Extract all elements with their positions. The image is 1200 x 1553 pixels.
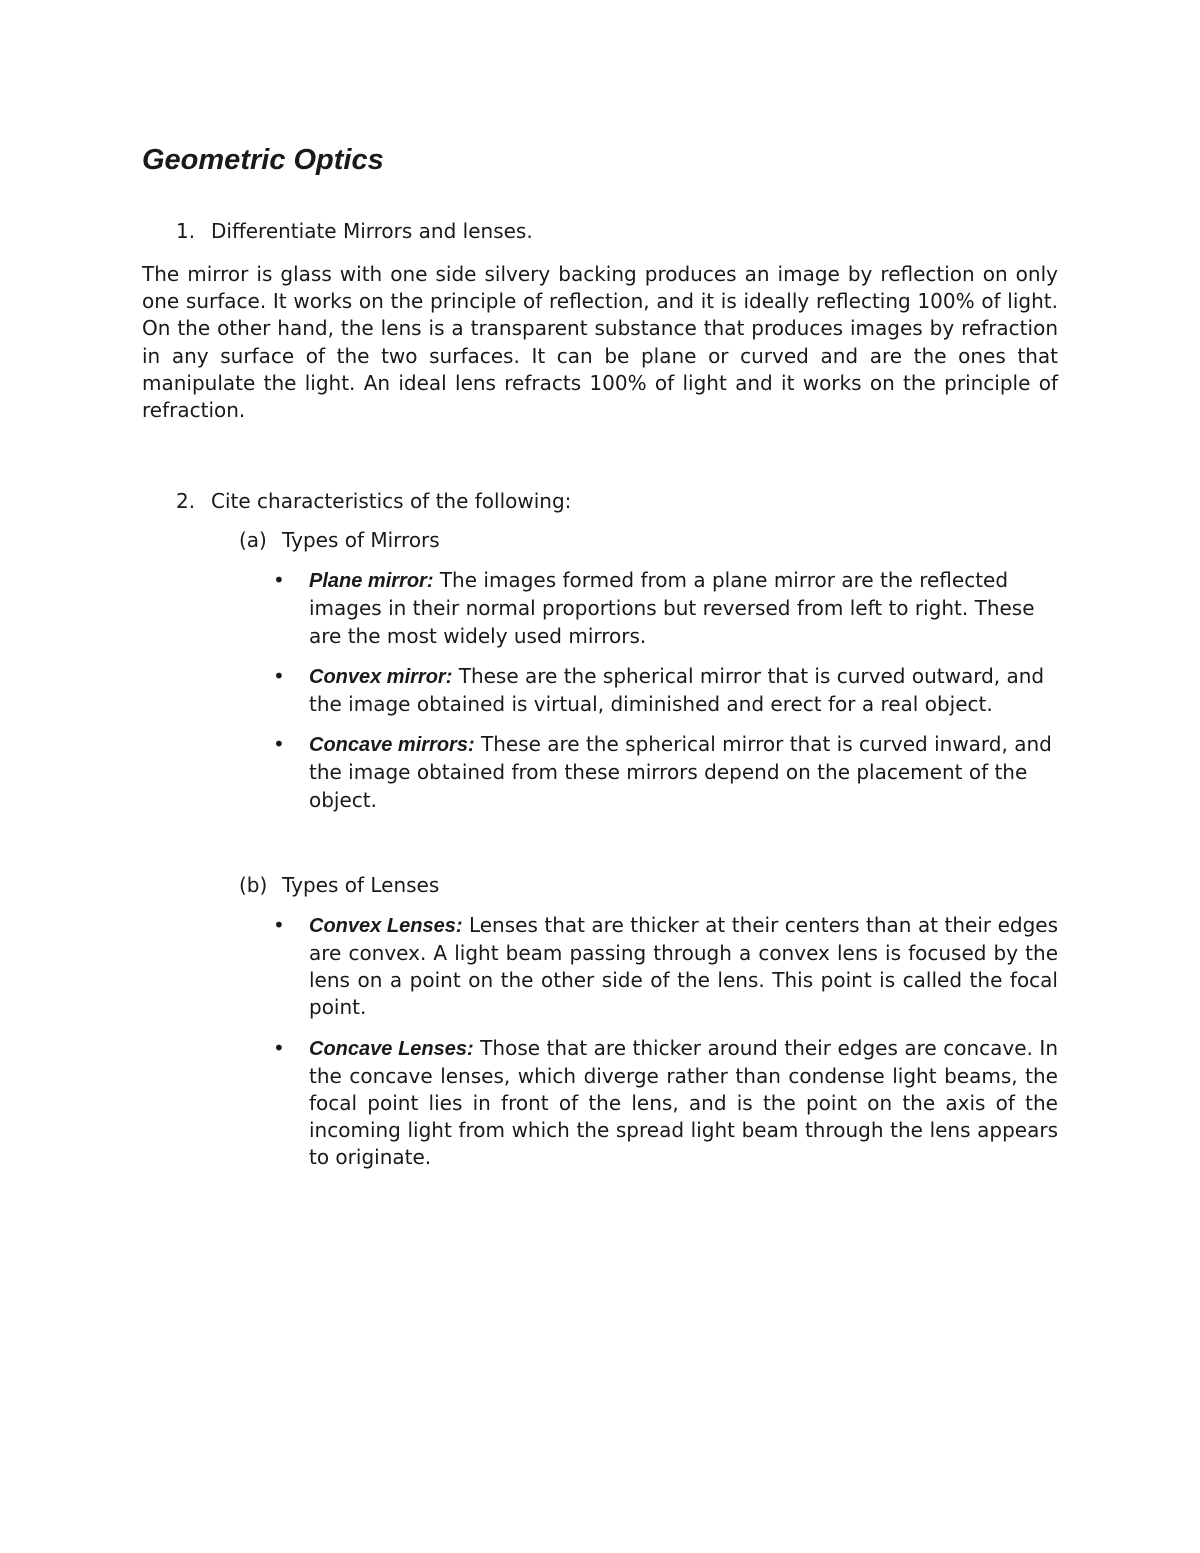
term-convex-mirror: Convex mirror: xyxy=(309,665,453,688)
question-1 xyxy=(142,218,1058,245)
page-title: Geometric Optics xyxy=(142,144,384,176)
section-a-title: Types of Mirrors xyxy=(282,528,440,553)
term-concave-lenses: Concave Lenses: xyxy=(309,1037,474,1060)
description-concave-lenses: Those that are thicker around their edges are concave. In the concave lenses, which diverge rather than condense light beams, the focal point lies in front of the lens, and is the point on the axis of the incoming light from which the spread light beam through the lens appears to originate. xyxy=(309,1035,1058,1170)
description-concave-mirrors: These are the spherical mirror that is curved inward, and the image obtained from these mirrors depend on the placement of the object. xyxy=(309,732,1052,812)
section-b-title: Types of Lenses xyxy=(282,872,440,897)
term-concave-mirrors: Concave mirrors: xyxy=(309,734,475,757)
list-item xyxy=(142,912,1058,1022)
list-item xyxy=(142,663,1058,718)
bullet-icon: • xyxy=(273,568,285,593)
term-plane-mirror: Plane mirror: xyxy=(309,570,434,593)
question-1-number: 1. xyxy=(176,219,196,243)
section-b-letter: (b) xyxy=(239,872,268,897)
list-item xyxy=(142,1035,1058,1172)
lens-types-list xyxy=(142,912,1058,1172)
question-2-text: Cite characteristics of the following: xyxy=(211,489,572,514)
question-2 xyxy=(142,488,1058,515)
list-item xyxy=(142,567,1058,650)
answer-1-paragraph: The mirror is glass with one side silvery backing produces an image by reflection on only one surface. It works on the principle of reflection, and it is ideally reflecting 100% of light. On the other hand, the lens is a transparent substance that produces images by refraction in any surface of the two surfaces. It can be plane or curved and are the ones that manipulate the light. An ideal lens refracts 100% of light and it works on the principle of refraction. xyxy=(142,262,1058,423)
mirror-types-list xyxy=(142,567,1058,814)
list-item xyxy=(142,731,1058,814)
bullet-icon: • xyxy=(273,1035,285,1060)
bullet-icon: • xyxy=(273,912,285,937)
document-page xyxy=(142,140,1058,1172)
section-a-heading xyxy=(142,527,1058,554)
description-convex-lenses: Lenses that are thicker at their centers than at their edges are convex. A light beam passing through a convex lens is focused by the lens on a point on the other side of the lens. This point is called the focal point. xyxy=(309,912,1058,1020)
description-convex-mirror: These are the spherical mirror that is curved outward, and the image obtained is virtual, diminished and erect for a real object. xyxy=(309,663,1045,717)
bullet-icon: • xyxy=(273,732,285,757)
term-convex-lenses: Convex Lenses: xyxy=(309,914,463,937)
section-a-letter: (a) xyxy=(239,528,267,553)
question-1-text: Differentiate Mirrors and lenses. xyxy=(211,219,533,243)
bullet-icon: • xyxy=(273,663,285,688)
question-2-number: 2. xyxy=(176,489,196,514)
description-plane-mirror: The images formed from a plane mirror are the reflected images in their normal proportions but reversed from left to right. These are the most widely used mirrors. xyxy=(309,568,1035,648)
section-b-heading xyxy=(142,872,1058,899)
